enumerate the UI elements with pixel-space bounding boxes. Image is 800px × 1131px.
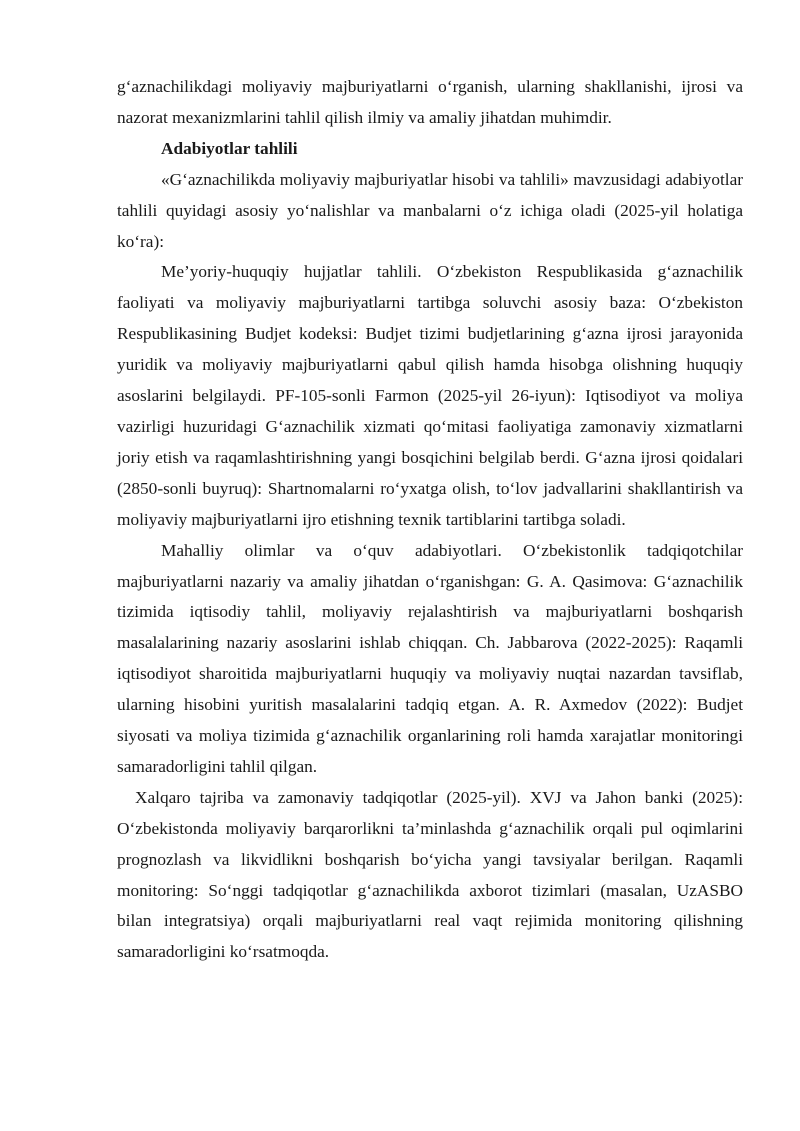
paragraph-local-scholars: Mahalliy olimlar va o‘quv adabiyotlari. O‘zbekistonlik tadqiqotchilar majburiyatlarni nazariy va amaliy jihatdan o‘rganishgan: G. A. Qasimova: G‘aznachilik tizimida iqtisodiy tahlil, moliyaviy rejalashtirish va majburiyatlarni boshqarish masalalarining nazariy asoslarini ishlab chiqqan. Ch. Jabbarova (2022-2025): Raqamli iqtisodiyot sharoitida majburiyatlarni huquqiy va moliyaviy nuqtai nazardan tavsiflab, ularning hisobini yuritish masalalarini tadqiq etgan. A. R. Axmedov (2022): Budjet siyosati va moliya tizimida g‘aznachilik organlarining roli hamda xarajatlar monitoringi samaradorligini tahlil qilgan. [117, 540, 743, 776]
document-page [117, 72, 743, 968]
section-heading: Adabiyotlar tahlili [161, 138, 298, 158]
paragraph-international: Xalqaro tajriba va zamonaviy tadqiqotlar (2025-yil). XVJ va Jahon banki (2025): O‘zbekistonda moliyaviy barqarorlikni ta’minlashda g‘aznachilik orqali pul oqimlarini prognozlash va likvidlikni boshqarish bo‘yicha yangi tavsiyalar berilgan. Raqamli monitoring: So‘nggi tadqiqotlar g‘aznachilikda axborot tizimlari (masalan, UzASBO bilan integratsiya) orqali majburiyatlarni real vaqt rejimida monitoring qilishning samaradorligini ko‘rsatmoqda. [117, 787, 743, 962]
intro-paragraph: g‘aznachilikdagi moliyaviy majburiyatlarni o‘rganish, ularning shakllanishi, ijrosi va nazorat mexanizmlarini tahlil qilish ilmiy va amaliy jihatdan muhimdir. [117, 77, 743, 127]
paragraph-overview: «G‘aznachilikda moliyaviy majburiyatlar hisobi va tahlili» mavzusidagi adabiyotlar tahlili quyidagi asosiy yo‘nalishlar va manbalarni o‘z ichiga oladi (2025-yil holatiga ko‘ra): [117, 169, 743, 251]
paragraph-regulations: Me’yoriy-huquqiy hujjatlar tahlili. O‘zbekiston Respublikasida g‘aznachilik faoliyati va moliyaviy majburiyatlarni tartibga soluvchi asosiy baza: O‘zbekiston Respublikasining Budjet kodeksi: Budjet tizimi budjetlarining g‘azna ijrosi jarayonida yuridik va moliyaviy majburiyatlarni qabul qilish hamda hisobga olishning huquqiy asoslarini belgilaydi. PF-105-sonli Farmon (2025-yil 26-iyun): Iqtisodiyot va moliya vazirligi huzuridagi G‘aznachilik xizmati qo‘mitasi faoliyatiga zamonaviy xizmatlarni joriy etish va raqamlashtirishning yangi bosqichini belgilab berdi. G‘azna ijrosi qoidalari (2850-sonli buyruq): Shartnomalarni ro‘yxatga olish, to‘lov jadvallarini shakllantirish va moliyaviy majburiyatlarni ijro etishning texnik tartiblarini tartibga soladi. [117, 262, 743, 529]
